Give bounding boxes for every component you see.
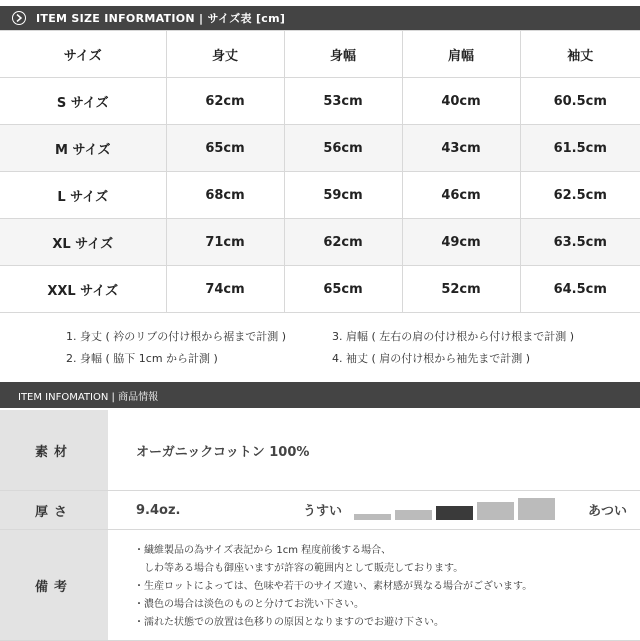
thickness-cell	[108, 491, 640, 529]
thickness-bar-5	[518, 498, 555, 520]
table-row	[0, 266, 640, 313]
table-cell: 65cm	[166, 125, 284, 172]
thickness-bar-4	[477, 502, 514, 520]
table-cell: 61.5cm	[520, 125, 640, 172]
table-cell: 63.5cm	[520, 219, 640, 266]
column-header: 袖丈	[520, 31, 640, 78]
table-cell: 49cm	[402, 219, 520, 266]
size-name: M サイズ	[0, 125, 166, 172]
thick-label: あつい	[588, 504, 628, 519]
table-cell: 65cm	[284, 266, 402, 313]
note-shoulder-width: 3. 肩幅 ( 左右の肩の付け根から付け根まで計測 )	[332, 330, 575, 343]
table-cell: 60.5cm	[520, 78, 640, 125]
thin-label: うすい	[303, 504, 343, 519]
thickness-label: 厚さ	[0, 491, 108, 529]
thickness-value: 9.4oz.	[136, 502, 181, 518]
size-info-header	[0, 6, 640, 30]
table-cell: 62cm	[166, 78, 284, 125]
table-cell: 40cm	[402, 78, 520, 125]
column-header: サイズ	[0, 31, 166, 78]
note-body-length: 1. 身丈 ( 衿のリブの付け根から裾まで計測 )	[66, 330, 287, 343]
table-row	[0, 172, 640, 219]
chevron-right-icon	[12, 11, 26, 25]
thickness-bar-2	[395, 510, 432, 520]
column-header: 身幅	[284, 31, 402, 78]
size-name: XXL サイズ	[0, 266, 166, 313]
thickness-row	[0, 491, 640, 530]
table-cell: 68cm	[166, 172, 284, 219]
table-row	[0, 125, 640, 172]
note-body-width: 2. 身幅 ( 脇下 1cm から計測 )	[66, 352, 218, 365]
remarks-list	[108, 530, 640, 640]
item-info-title: ITEM INFOMATION | 商品情報	[18, 391, 159, 403]
remark-line: ・繊維製品の為サイズ表記から 1cm 程度前後する場合、	[134, 545, 392, 556]
size-name: L サイズ	[0, 172, 166, 219]
remarks-row	[0, 530, 640, 641]
table-cell: 64.5cm	[520, 266, 640, 313]
remark-line: ・濡れた状態での放置は色移りの原因となりますのでお避け下さい。	[134, 617, 444, 628]
size-name: XL サイズ	[0, 219, 166, 266]
remark-line: ・濃色の場合は淡色のものと分けてお洗い下さい。	[134, 599, 364, 610]
table-cell: 62cm	[284, 219, 402, 266]
thickness-scale	[354, 491, 580, 529]
material-row	[0, 410, 640, 491]
table-cell: 74cm	[166, 266, 284, 313]
remark-line: しわ等ある場合も御座いますが許容の範囲内として販売しております。	[134, 563, 464, 574]
remarks-label: 備考	[0, 530, 108, 640]
size-info-title: ITEM SIZE INFORMATION | サイズ表 [cm]	[36, 12, 286, 25]
remark-line: ・生産ロットによっては、色味や若干のサイズ違い、素材感が異なる場合がございます。	[134, 581, 533, 592]
size-name: S サイズ	[0, 78, 166, 125]
table-cell: 59cm	[284, 172, 402, 219]
table-cell: 53cm	[284, 78, 402, 125]
thickness-bar-1	[354, 514, 391, 520]
size-table	[0, 30, 640, 313]
table-cell: 71cm	[166, 219, 284, 266]
material-label: 素材	[0, 410, 108, 490]
table-cell: 52cm	[402, 266, 520, 313]
note-sleeve-length: 4. 袖丈 ( 肩の付け根から袖先まで計測 )	[332, 352, 531, 365]
column-header: 身丈	[166, 31, 284, 78]
measurement-notes	[0, 320, 640, 374]
item-info-header	[0, 382, 640, 408]
table-row	[0, 78, 640, 125]
item-info-table	[0, 410, 640, 641]
material-value: オーガニックコットン 100%	[136, 444, 310, 460]
table-row	[0, 219, 640, 266]
table-cell: 62.5cm	[520, 172, 640, 219]
thickness-bar-3	[436, 506, 473, 520]
table-cell: 46cm	[402, 172, 520, 219]
column-header: 肩幅	[402, 31, 520, 78]
size-table-header	[0, 31, 640, 78]
table-cell: 43cm	[402, 125, 520, 172]
table-cell: 56cm	[284, 125, 402, 172]
